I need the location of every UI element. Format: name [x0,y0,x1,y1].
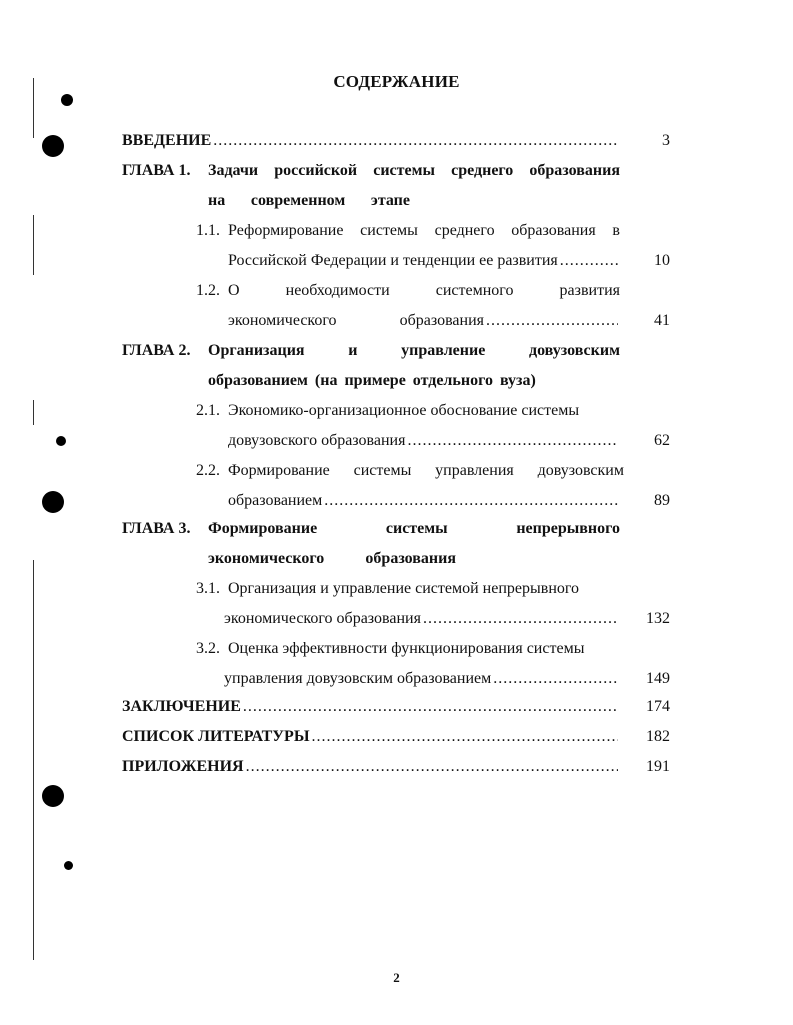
toc-chapter-3-title [208,520,620,538]
toc-section-1-1-line2 [122,252,670,276]
toc-leader-dots [246,758,618,776]
toc-chapter-2-line1 [122,342,670,366]
punch-hole-mark [56,436,66,446]
toc-leader-dots [407,432,618,450]
toc-chapter-3-title-cont [208,550,456,568]
toc-references-page: 182 [646,728,670,745]
toc-intro-page: 3 [662,132,670,149]
word: образования [365,550,456,567]
toc-entry-conclusion [122,698,670,722]
punch-hole-mark [42,491,64,513]
toc-leader-dots [243,698,618,716]
toc-section-number: 2.1. [196,402,220,419]
toc-chapter-1-title-cont [208,192,410,210]
word: среднего [434,222,495,239]
word: образования [399,312,484,329]
punch-hole-mark [42,135,64,157]
word: системного [435,282,514,299]
toc-section-number: 1.2. [196,282,220,299]
toc-section-number: 1.1. [196,222,220,239]
toc-chapter-3-line2 [122,550,670,574]
toc-section-3-1-title-cont: экономического образования [224,610,421,627]
word: развития [559,282,620,299]
toc-section-3-1-title: Организация и управление системой непрерывного [228,580,580,597]
toc-entry-appendices [122,758,670,782]
word: современном [250,192,346,209]
toc-appendices-label: ПРИЛОЖЕНИЯ [122,758,244,775]
toc-section-1-2-line2 [122,312,670,336]
toc-section-2-1-title-cont: довузовского образования [228,432,406,449]
page-number: 2 [393,970,400,985]
word: непрерывного [516,520,620,537]
toc-section-2-1-title: Экономико-организационное обоснование системы [228,402,580,419]
punch-hole-mark [42,785,64,807]
word: экономического [208,550,325,567]
word: системы [353,462,412,479]
word: Реформирование [228,222,344,239]
toc-section-number: 3.1. [196,580,220,597]
word: довузовским [528,342,620,359]
word: Формирование [228,462,330,479]
toc-section-1-2-title-cont [228,312,484,330]
toc-section-2-1-line1 [122,402,670,426]
toc-section-2-2-line2 [122,492,670,516]
toc-references-label: СПИСОК ЛИТЕРАТУРЫ [122,728,310,745]
scan-edge-line [33,215,34,275]
toc-intro-label: ВВЕДЕНИЕ [122,132,212,149]
toc-section-3-1-line2 [122,610,670,634]
toc-section-2-1-line2 [122,432,670,456]
toc-section-1-2-title [228,282,620,300]
word: образования [529,162,620,179]
word: в [612,222,620,239]
word: российской [274,162,358,179]
toc-leader-dots [324,492,618,510]
toc-section-3-1-line1 [122,580,670,604]
toc-leader-dots [493,670,618,688]
word: Задачи [208,162,259,179]
toc-chapter-3-label: ГЛАВА 3. [122,520,191,537]
toc-chapter-3-line1 [122,520,670,544]
toc-appendices-page: 191 [646,758,670,775]
word: системы [360,222,418,239]
toc-chapter-2-title [208,342,620,360]
toc-leader-dots [486,312,618,330]
word: Организация [208,342,305,359]
punch-hole-mark [64,861,73,870]
word: О [228,282,240,299]
toc-chapter-1-line1 [122,162,670,186]
toc-section-number: 3.2. [196,640,220,657]
scan-edge-line [33,400,34,425]
toc-chapter-1-line2 [122,192,670,216]
toc-section-1-1-title [228,222,620,240]
toc-chapter-1-title [208,162,620,180]
toc-chapter-2-title-cont: образованием (на примере отдельного вуза) [208,372,536,389]
toc-section-2-2-page: 89 [654,492,670,509]
toc-section-3-2-title-cont: управления довузовским образованием [224,670,492,687]
toc-leader-dots [312,728,618,746]
word: и [348,342,358,359]
toc-leader-dots [560,252,618,270]
word: этапе [370,192,410,209]
toc-section-1-1-line1 [122,222,670,246]
toc-section-1-1-page: 10 [654,252,670,269]
word: необходимости [285,282,390,299]
toc-section-3-2-title: Оценка эффективности функционирования системы [228,640,585,657]
toc-section-3-2-line2 [122,670,670,694]
toc-chapter-2-line2 [122,372,670,396]
toc-section-2-2-title-cont: образованием [228,492,323,509]
toc-conclusion-label: ЗАКЛЮЧЕНИЕ [122,698,241,715]
word: образования [511,222,596,239]
toc-section-1-2-page: 41 [654,312,670,329]
word: Формирование [208,520,318,537]
toc-section-1-1-title-cont: Российской Федерации и тенденции ее развития [228,252,558,269]
word: управления [435,462,514,479]
word: довузовским [537,462,624,479]
word: управление [401,342,486,359]
toc-section-2-2-title [228,462,624,480]
toc-section-2-2-line1 [122,462,670,486]
toc-chapter-1-label: ГЛАВА 1. [122,162,191,179]
word: на [208,192,226,209]
toc-leader-dots [213,132,618,150]
toc-section-3-1-page: 132 [646,610,670,627]
toc-entry-references [122,728,670,752]
word: системы [373,162,436,179]
word: системы [385,520,448,537]
scan-edge-line [33,560,34,960]
document-title: СОДЕРЖАНИЕ [333,72,460,91]
toc-section-number: 2.2. [196,462,220,479]
toc-entry-intro [122,132,670,156]
toc-conclusion-page: 174 [646,698,670,715]
punch-hole-mark [61,94,73,106]
toc-leader-dots [423,610,618,628]
word: среднего [451,162,514,179]
toc-section-3-2-line1 [122,640,670,664]
toc-section-3-2-page: 149 [646,670,670,687]
toc-section-2-1-page: 62 [654,432,670,449]
toc-chapter-2-label: ГЛАВА 2. [122,342,191,359]
toc-section-1-2-line1 [122,282,670,306]
word: экономического [228,312,337,329]
